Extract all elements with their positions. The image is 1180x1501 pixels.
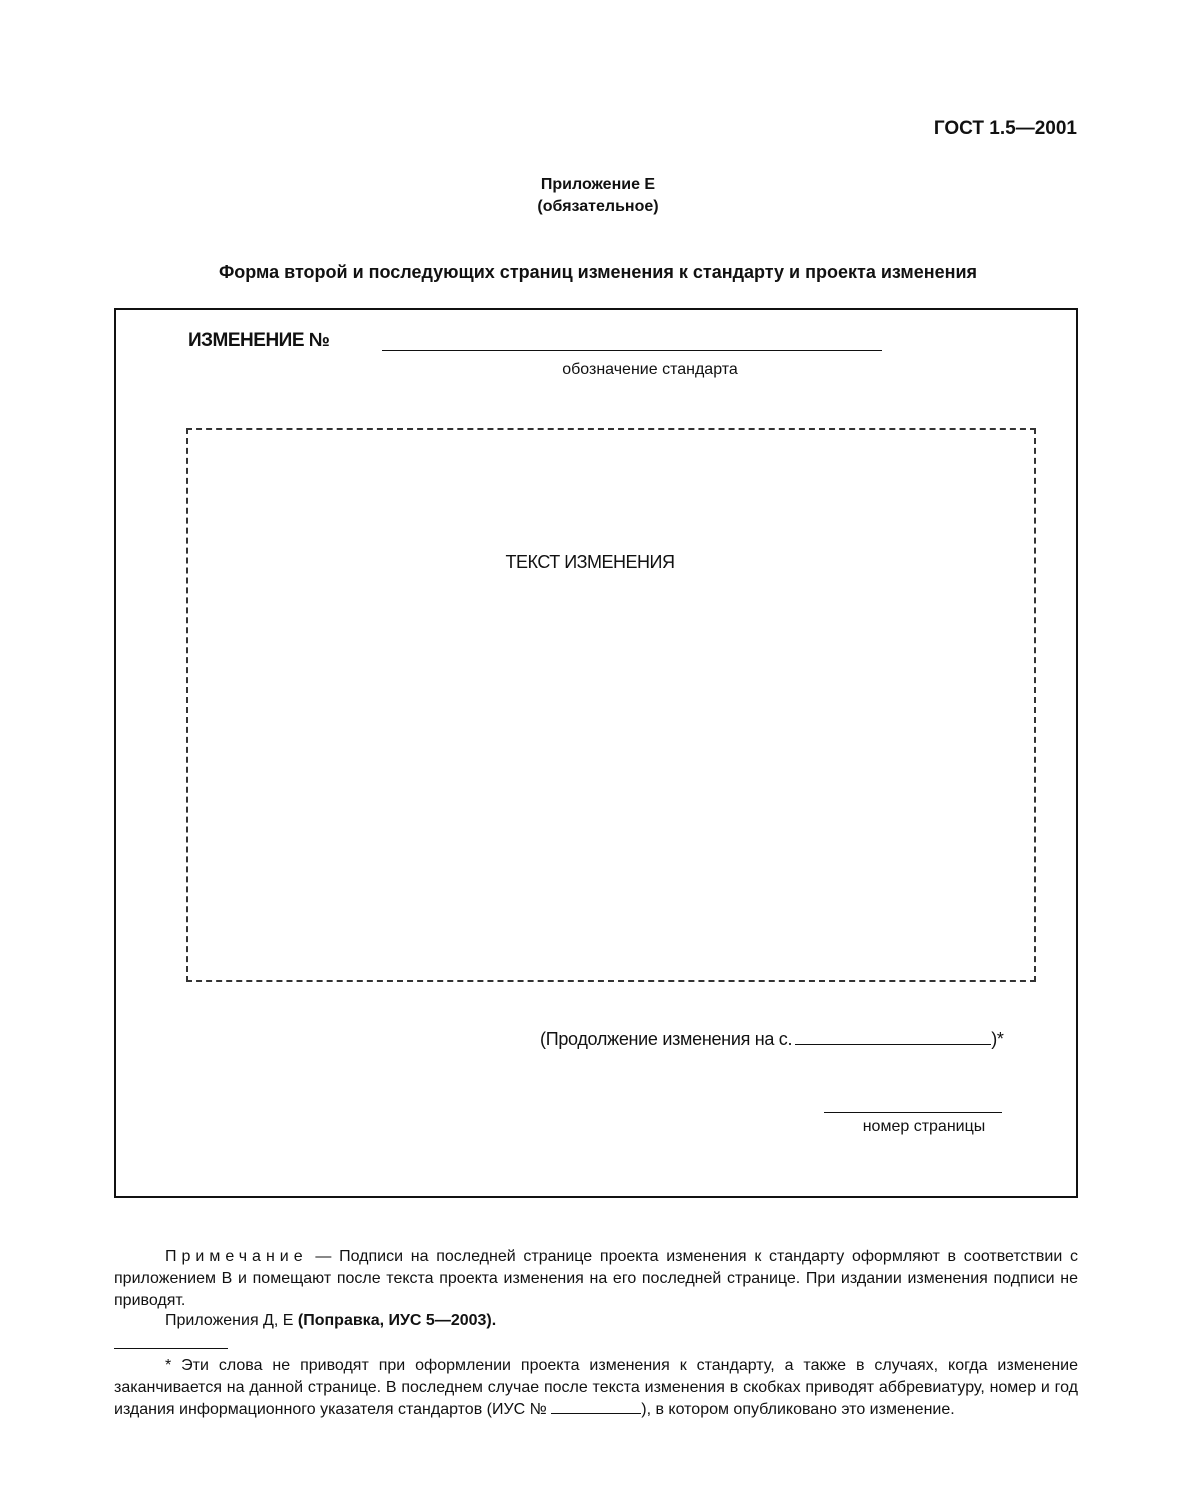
std-designation-caption: обозначение стандарта bbox=[562, 361, 738, 378]
ius-blank bbox=[551, 1399, 641, 1414]
footnote-part2: ), в котором опубликовано это изменение. bbox=[641, 1401, 955, 1418]
continuation-line bbox=[540, 1028, 1004, 1050]
footnote-part1: * Эти слова не приводят при оформлении проекта изменения к стандарту, а также в случаях, когда изменение заканчивается на данной странице. В последнем случае после текста изменения в скобках приводят аббревиатуру, номер и год издания информационного указателя стандартов (ИУС № bbox=[114, 1357, 1078, 1418]
footnote bbox=[114, 1355, 1078, 1421]
continuation-prefix: (Продолжение изменения на с. bbox=[540, 1029, 793, 1049]
continuation-suffix: )* bbox=[991, 1029, 1004, 1049]
note-text: — Подписи на последней странице проекта изменения к стандарту оформляют в соответствии с приложением В и помещают после текста проекта изменения на его последней странице. При издании изменения подписи не приводят. bbox=[114, 1248, 1078, 1309]
continuation-blank bbox=[795, 1028, 991, 1045]
appendix-ref-text: Приложения Д, Е bbox=[165, 1312, 298, 1329]
change-label: ИЗМЕНЕНИЕ № bbox=[188, 330, 330, 351]
std-designation-line bbox=[382, 350, 882, 351]
amendment-ref: (Поправка, ИУС 5—2003). bbox=[297, 1312, 497, 1329]
form-title: Форма второй и последующих страниц изменения к стандарту и проекта изменения bbox=[218, 262, 978, 282]
doc-code: ГОСТ 1.5—2001 bbox=[933, 118, 1077, 139]
appendix-title: Приложение Е bbox=[540, 176, 656, 193]
footnote-rule bbox=[114, 1348, 228, 1349]
appendix-status: (обязательное) bbox=[537, 198, 659, 215]
change-text-placeholder: ТЕКСТ ИЗМЕНЕНИЯ bbox=[505, 552, 675, 572]
page-number-caption: номер страницы bbox=[862, 1118, 986, 1135]
page-number-line bbox=[824, 1112, 1002, 1113]
note-label: Примечание bbox=[165, 1248, 308, 1265]
note-paragraph bbox=[114, 1246, 1078, 1312]
change-text-box bbox=[186, 428, 1036, 982]
appendix-heading bbox=[0, 174, 1180, 218]
appendix-reference bbox=[165, 1312, 496, 1330]
